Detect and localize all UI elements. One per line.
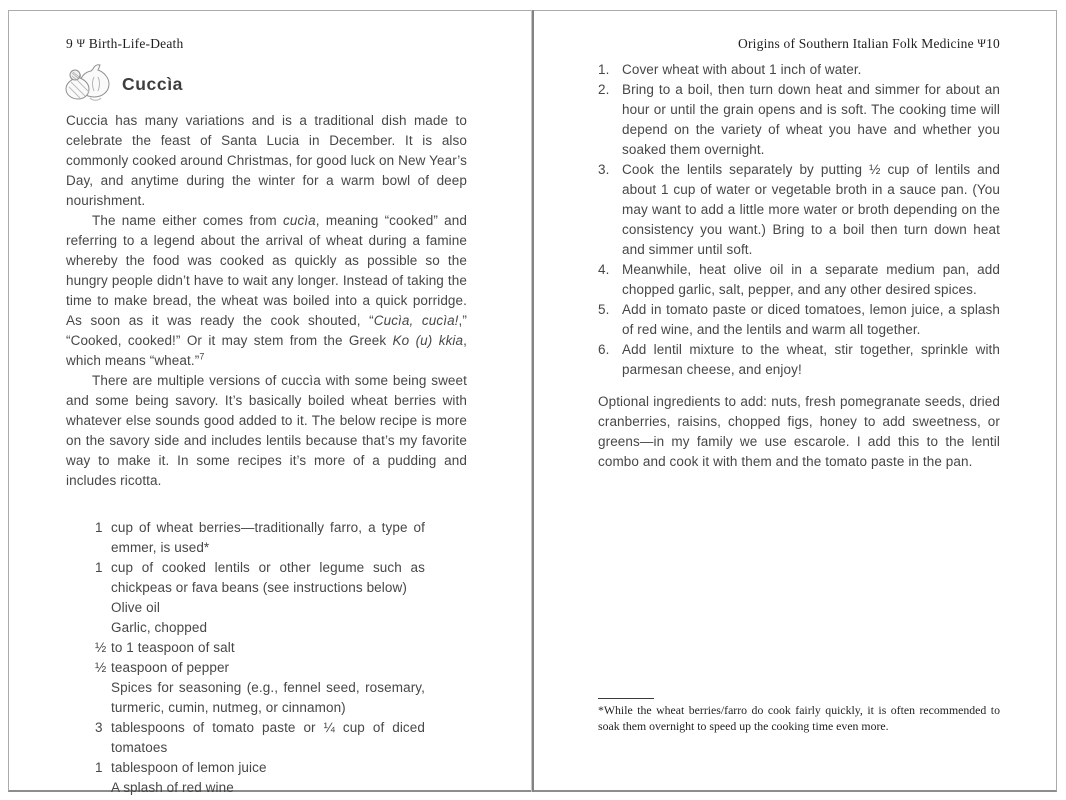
ingredient-qty <box>95 778 111 798</box>
ingredient-text: Garlic, chopped <box>111 620 208 635</box>
instruction-row <box>598 160 1000 260</box>
ingredient-qty: 3 <box>95 720 103 735</box>
left-running-head <box>66 36 183 52</box>
ingredient-row <box>95 758 425 778</box>
instruction-row <box>598 260 1000 300</box>
optional-ingredients-paragraph: Optional ingredients to add: nuts, fresh pomegranate seeds, dried cranberries, raisins, chopped figs, honey to add sweetness, or greens—in my family we use escarole. I add this to the lentil combo and cook it with them and the tomato paste in the pan. <box>598 394 1000 469</box>
ingredient-text: A splash of red wine <box>111 780 234 795</box>
footnote-block <box>598 698 1000 734</box>
ingredient-text: Spices for seasoning (e.g., fennel seed, rosemary, turmeric, cumin, nutmeg, or cinnamon) <box>111 680 425 715</box>
intro-paragraph: Cuccia has many variations and is a traditional dish made to celebrate the feast of Santa Lucia in December. It is also commonly cooked around Christmas, for good luck on New Year’s Day, and anytime during the winter for a warm bowl of deep nourishment. <box>66 113 467 208</box>
instruction-row <box>598 80 1000 160</box>
ingredient-qty: 1 <box>95 760 103 775</box>
ingredient-qty: ½ <box>95 640 107 655</box>
ingredient-qty: 1 <box>95 520 103 535</box>
ingredient-qty: 1 <box>95 560 103 575</box>
ingredient-row <box>95 558 425 598</box>
sprout-ornament-icon: Ψ <box>76 38 86 50</box>
ingredient-row <box>95 778 425 798</box>
sprout-ornament-icon: Ψ <box>977 38 987 50</box>
garlic-icon <box>64 62 114 106</box>
versions-paragraph: There are multiple versions of cuccìa with some being sweet and some being savory. It’s basically boiled wheat berries with whatever else sounds good added to it. The below recipe is more on the savory side and includes lentils because that’s my favorite way to make it. In some recipes it’s more of a pudding and includes ricotta. <box>66 373 467 488</box>
right-running-head <box>738 36 1000 52</box>
step-number: 4. <box>598 262 610 277</box>
footnote-text: *While the wheat berries/farro do cook fairly quickly, it is often recommended to soak them overnight to speed up the cooking time even more. <box>598 703 1000 733</box>
ingredient-qty <box>95 618 111 638</box>
footnote-reference: 7 <box>199 351 205 362</box>
step-text: Cook the lentils separately by putting ½ cup of lentils and about 1 cup of water or vegetable broth in a sauce pan. (You may want to add a little more water or broth depending on the consistency you want.) Bring to a boil then turn down heat and simmer until soft. <box>622 162 1000 257</box>
ingredient-text: teaspoon of pepper <box>111 660 230 675</box>
right-running-title: Origins of Southern Italian Folk Medicine <box>738 36 974 51</box>
ingredient-row <box>95 658 425 678</box>
ingredient-text: tablespoon of lemon juice <box>111 760 267 775</box>
instruction-row <box>598 300 1000 340</box>
left-running-title: Birth-Life-Death <box>88 36 184 51</box>
ingredient-row <box>95 678 425 718</box>
left-page-number: 9 <box>66 36 73 51</box>
recipe-title-row <box>64 62 183 106</box>
ingredient-text: Olive oil <box>111 600 160 615</box>
ingredient-qty: ½ <box>95 660 107 675</box>
step-number: 5. <box>598 302 610 317</box>
ingredient-row <box>95 598 425 618</box>
text-segment: , which means “wheat.” <box>66 333 467 368</box>
italic-term: Cucìa, cucìa! <box>373 313 459 328</box>
step-number: 2. <box>598 82 610 97</box>
ingredient-row <box>95 718 425 758</box>
left-page-body <box>66 111 467 798</box>
ingredient-text: tablespoons of tomato paste or ¼ cup of diced tomatoes <box>111 720 425 755</box>
step-text: Meanwhile, heat olive oil in a separate medium pan, add chopped garlic, salt, pepper, and any other desired spices. <box>622 262 1000 297</box>
step-number: 1. <box>598 62 610 77</box>
step-text: Bring to a boil, then turn down heat and simmer for about an hour or until the grain opens and is soft. The cooking time will depend on the variety of wheat you have and whether you soaked them overnight. <box>622 82 1000 157</box>
italic-term: Ko (u) kkia <box>392 333 464 348</box>
step-text: Add in tomato paste or diced tomatoes, lemon juice, a splash of red wine, and the lentils and warm all together. <box>622 302 1000 337</box>
step-text: Cover wheat with about 1 inch of water. <box>622 62 862 77</box>
step-text: Add lentil mixture to the wheat, stir together, sprinkle with parmesan cheese, and enjoy! <box>622 342 1000 377</box>
step-number: 6. <box>598 342 610 357</box>
step-number: 3. <box>598 162 610 177</box>
ingredient-text: to 1 teaspoon of salt <box>111 640 235 655</box>
ingredient-row <box>95 618 425 638</box>
ingredient-list <box>95 518 425 798</box>
ingredient-row <box>95 518 425 558</box>
ingredient-qty <box>95 678 111 718</box>
ingredient-text: cup of wheat berries—traditionally farro, a type of emmer, is used* <box>111 520 425 555</box>
instruction-row <box>598 60 1000 80</box>
italic-term: cucìa <box>282 213 316 228</box>
instruction-row <box>598 340 1000 380</box>
right-page-body <box>598 60 1000 472</box>
footnote-rule <box>598 698 654 699</box>
ingredient-qty <box>95 598 111 618</box>
book-gutter <box>531 10 534 792</box>
recipe-title: Cuccìa <box>122 73 183 94</box>
text-segment: ,” “Cooked, cooked!” Or it may stem from the Greek <box>66 313 467 348</box>
etymology-paragraph <box>66 211 467 371</box>
instruction-list <box>598 60 1000 380</box>
ingredient-text: cup of cooked lentils or other legume such as chickpeas or fava beans (see instructions below) <box>111 560 425 595</box>
text-segment: The name either comes from <box>92 213 283 228</box>
ingredient-row <box>95 638 425 658</box>
text-segment: , meaning “cooked” and referring to a legend about the arrival of wheat during a famine whereby the food was cooked as quickly as possible so the hungry people didn’t have to wait any longer. Instead of taking the time to make bread, the wheat was boiled into a quick porridge. As soon as it was ready the cook shouted, “ <box>66 213 467 328</box>
right-page-number: 10 <box>986 36 1000 51</box>
